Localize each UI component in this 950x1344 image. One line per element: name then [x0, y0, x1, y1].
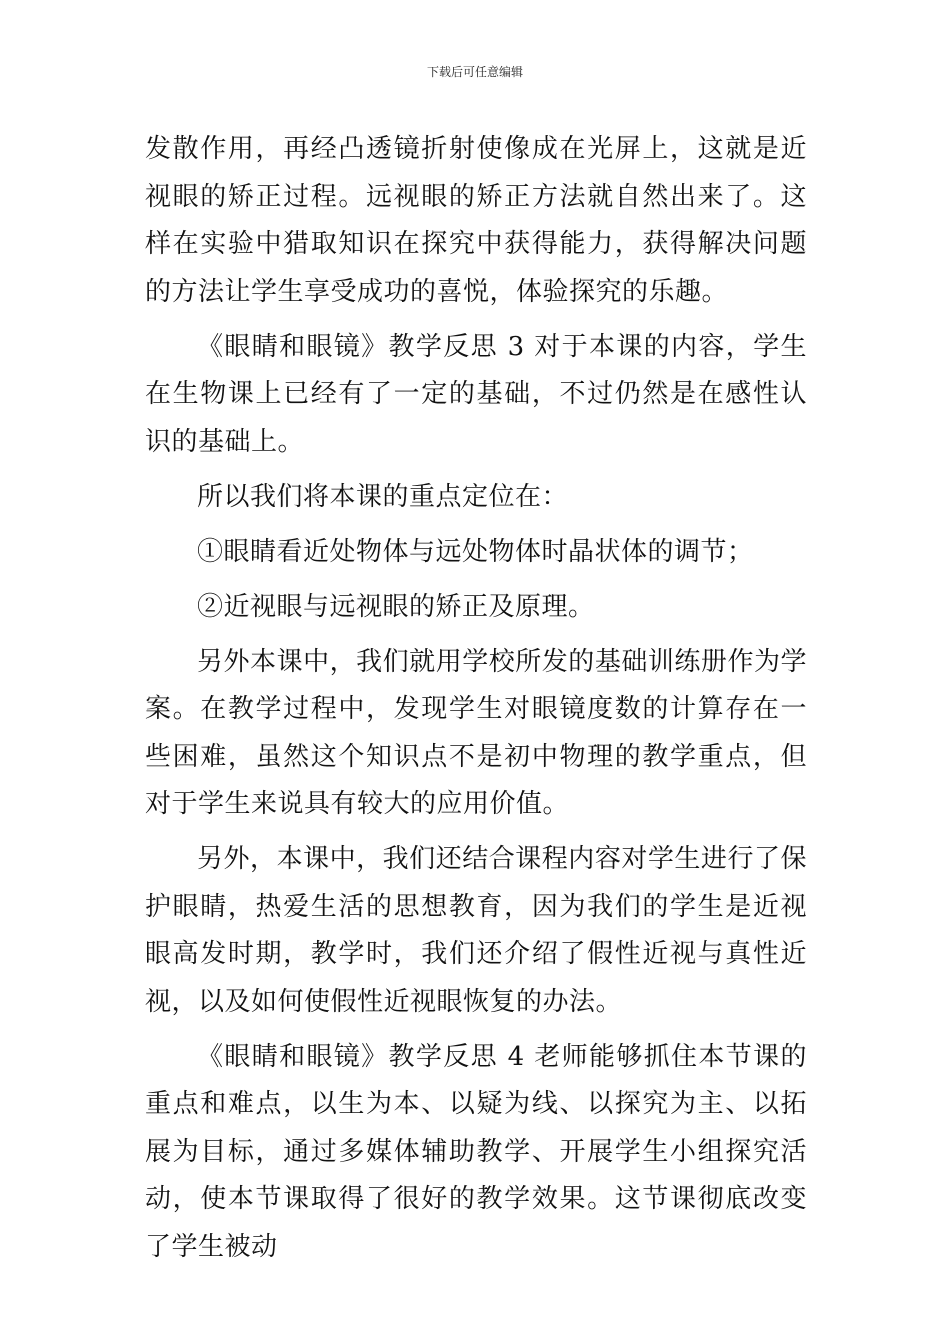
paragraph-reflection-4: 《眼睛和眼镜》教学反思 4 老师能够抓住本节课的重点和难点，以生为本、以疑为线、以探究为主、以拓展为目标，通过多媒体辅助教学、开展学生小组探究活动，使本节课取得了很好的教学效果。这节课彻底改变了学生被动: [145, 1041, 807, 1262]
paragraph-workbook: 另外本课中，我们就用学校所发的基础训练册作为学案。在教学过程中，发现学生对眼镜度数的计算存在一些困难，虽然这个知识点不是初中物理的教学重点，但对于学生来说具有较大的应用价值。: [145, 646, 807, 819]
list-item-focus-2: ②近视眼与远视眼的矫正及原理。: [197, 591, 595, 622]
paragraph-reflection-3: 《眼睛和眼镜》教学反思 3 对于本课的内容，学生在生物课上已经有了一定的基础，不过仍然是在感性认识的基础上。: [145, 331, 807, 457]
paragraph-continuation: 发散作用，再经凸透镜折射使像成在光屏上，这就是近视眼的矫正过程。远视眼的矫正方法就自然出来了。这样在实验中猎取知识在探究中获得能力，获得解决问题的方法让学生享受成功的喜悦，体验探究的乐趣。: [145, 134, 807, 307]
page-header: 下载后可任意编辑: [426, 65, 523, 79]
list-item-focus-1: ①眼睛看近处物体与远处物体时晶状体的调节；: [197, 536, 754, 567]
paragraph-focus-intro: 所以我们将本课的重点定位在：: [197, 481, 569, 512]
paragraph-eye-care: 另外，本课中，我们还结合课程内容对学生进行了保护眼睛，热爱生活的思想教育，因为我们的学生是近视眼高发时期，教学时，我们还介绍了假性近视与真性近视，以及如何使假性近视眼恢复的办法。: [145, 844, 807, 1017]
document-body: [145, 126, 807, 1271]
